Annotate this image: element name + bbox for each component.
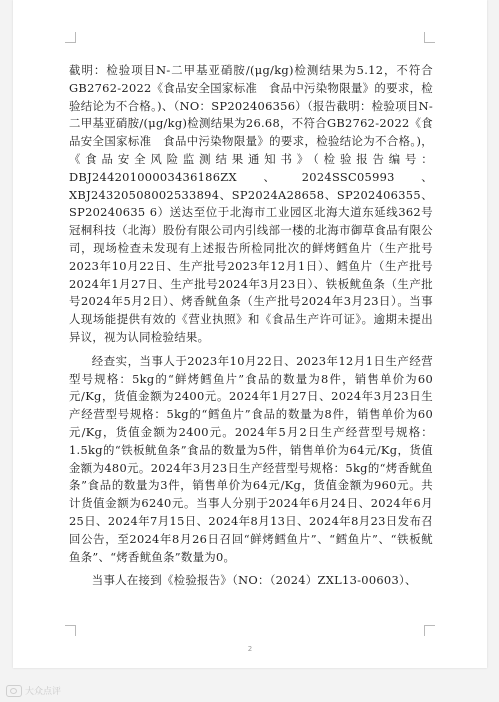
page-number: 2 [247,645,253,653]
document-body [69,62,433,590]
watermark [6,684,61,697]
margin-corner-mark [424,32,435,43]
document-page [13,0,487,668]
margin-corner-mark [65,625,76,636]
margin-corner-mark [65,32,76,43]
watermark-logo-icon [6,685,22,697]
paragraph-lab-results: 截明：检验项目N-二甲基亚硝胺/(μg/kg)检测结果为5.12，不符合GB2762-2022《食品安全国家标准 食品中污染物限量》的要求，检验结论为不合格。)、（NO：SP202406356）（报告截明：检验项目N-二甲基亚硝胺/(μg/kg)检测结果为26.68，不符合GB2762-2022《食品安全国家标准 食品中污染物限量》的要求，检验结论为不合格。)，《食品安全风险监测结果通知书》（检验报告编号：DBJ24420100003436186ZX、2024SSC05993、XBJ24320508002533894、SP2024A28658、SP202406355、SP20240635 6）送达至位于北海市工业园区北海大道东延线362号冠桐科技（北海）股份有限公司内引线部一楼的北海市御草食品有限公司，现场检查未发现有上述报告所检同批次的鲜烤鳕鱼片（生产批号2023年10月22日、生产批号2023年12月1日）、鳕鱼片（生产批号2024年1月27日、生产批号2024年3月23日）、铁板鱿鱼条（生产批号2024年5月2日）、烤香鱿鱼条（生产批号2024年3月23日）。当事人现场能提供有效的《营业执照》和《食品生产许可证》。逾期未提出异议，视为认同检验结果。 [69,63,433,344]
paragraph-investigation: 经查实，当事人于2023年10月22日、2023年12月1日生产经营型号规格：5kg的“鲜烤鳕鱼片”食品的数量为8件，销售单价为60元/Kg，货值金额为2400元。2024年1月27日、2024年3月23日生产经营型号规格：5kg的“鳕鱼片”食品的数量为8件，销售单价为60元/Kg，货值金额为2400元。2024年5月2日生产经营型号规格：1.5kg的“铁板鱿鱼条”食品的数量为5件，销售单价为64元/Kg，货值金额为480元。2024年3月23日生产经营型号规格：5kg的“烤香鱿鱼条”食品的数量为3件，销售单价为64元/Kg，货值金额为960元。共计货值金额为6240元。当事人分别于2024年6月24日、2024年6月25日、2024年7月15日、2024年8月13日、2024年8月23日发布召回公告，至2024年8月26日召回“鲜烤鳕鱼片”、“鳕鱼片”、“铁板鱿鱼条”、“烤香鱿鱼条”数量为0。 [69,353,433,564]
watermark-text: 大众点评 [25,687,62,697]
paragraph-receipt: 当事人在接到《检验报告》（NO：（2024）ZXL13-00603）、 [91,573,417,588]
margin-corner-mark [424,625,435,636]
